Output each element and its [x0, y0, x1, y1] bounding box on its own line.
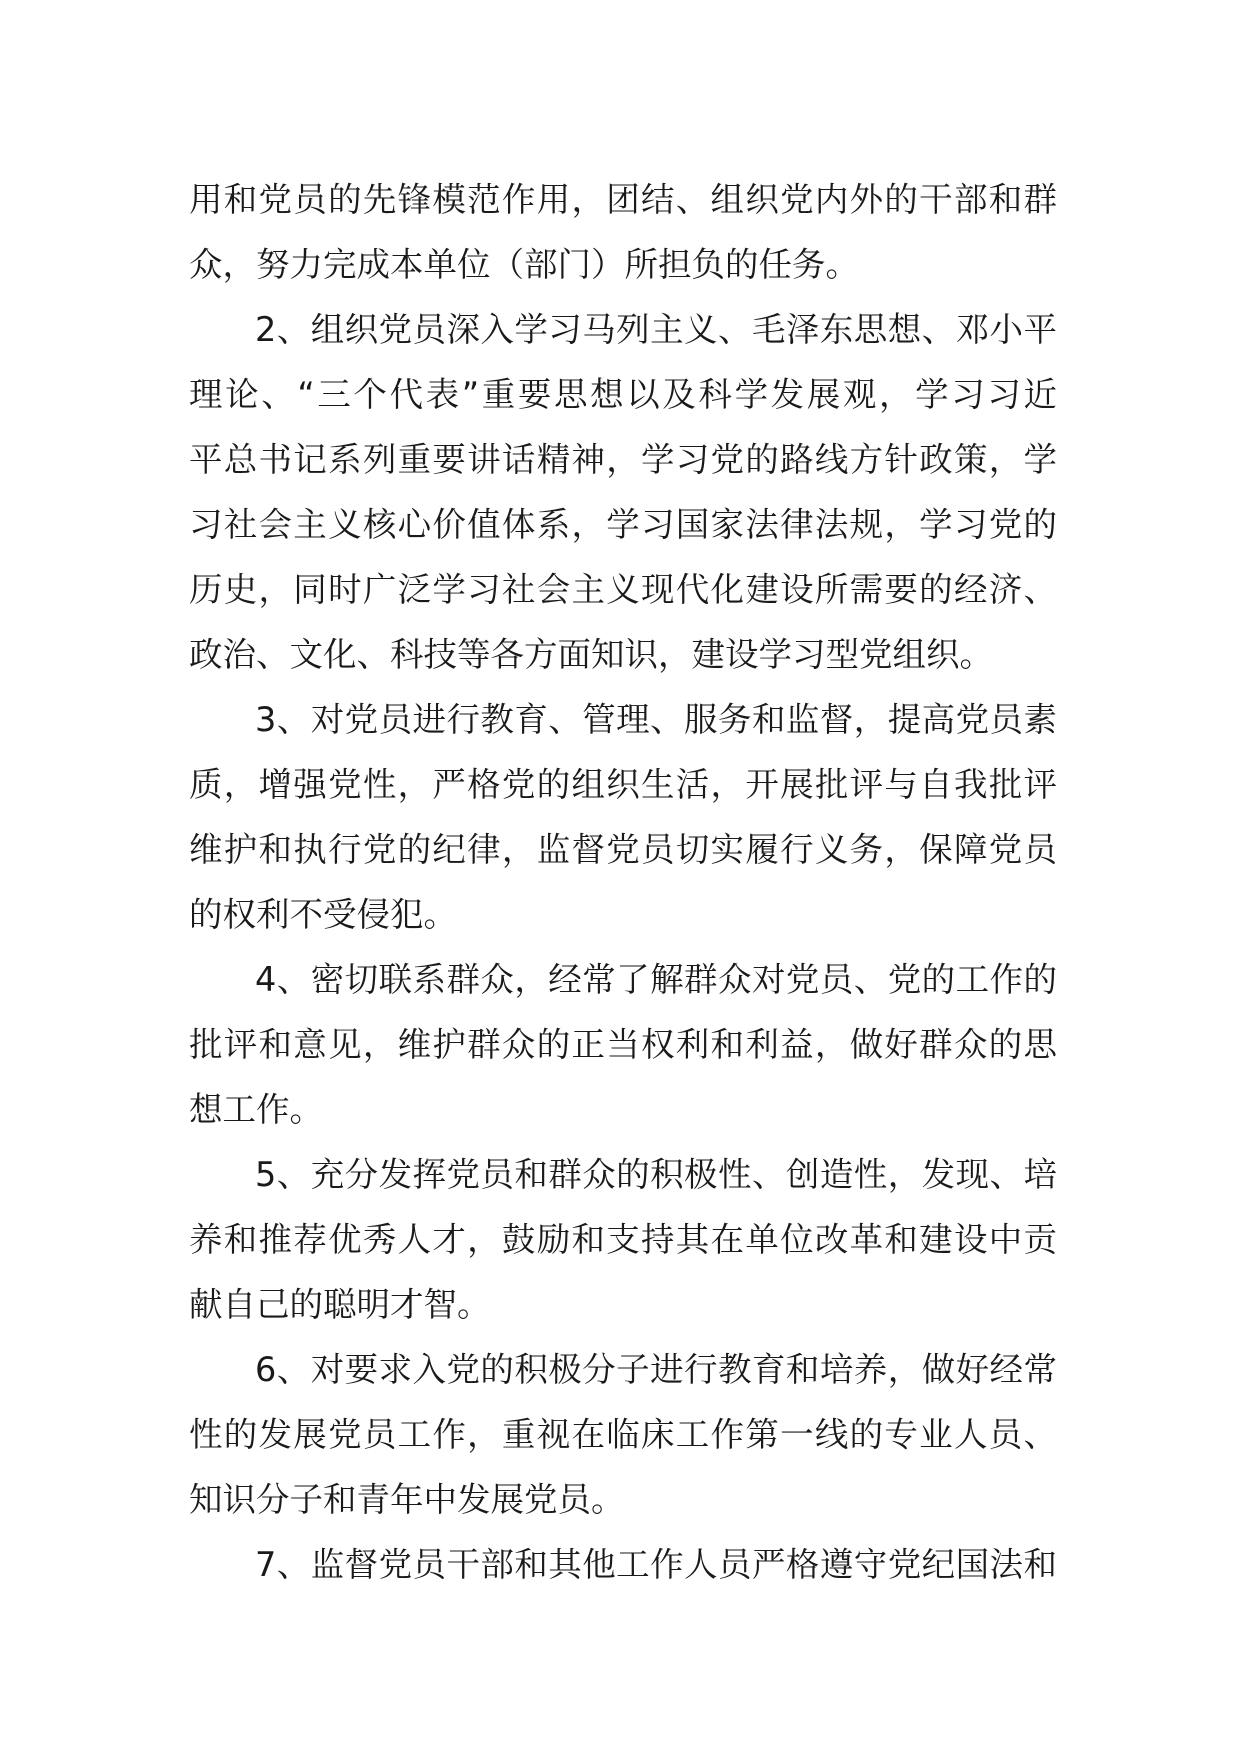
paragraph-start-line: 3、对党员进行教育、管理、服务和监督，提高党员素	[255, 700, 1057, 739]
text-line: 习社会主义核心价值体系，学习国家法律法规，学习党的	[189, 505, 1057, 544]
text-line: 理论、“三个代表”重要思想以及科学发展观，学习习近	[189, 375, 1057, 414]
paragraph-start-line: 6、对要求入党的积极分子进行教育和培养，做好经常	[255, 1350, 1057, 1389]
paragraph-start-line: 7、监督党员干部和其他工作人员严格遵守党纪国法和	[255, 1545, 1057, 1584]
text-line: 养和推荐优秀人才，鼓励和支持其在单位改革和建设中贡	[189, 1220, 1057, 1259]
paragraph-start-line: 2、组织党员深入学习马列主义、毛泽东思想、邓小平	[255, 310, 1057, 349]
text-line: 历史，同时广泛学习社会主义现代化建设所需要的经济、	[189, 570, 1057, 609]
text-line: 批评和意见，维护群众的正当权利和利益，做好群众的思	[189, 1025, 1057, 1064]
text-line: 平总书记系列重要讲话精神，学习党的路线方针政策，学	[189, 440, 1057, 479]
text-line: 维护和执行党的纪律，监督党员切实履行义务，保障党员	[189, 830, 1057, 869]
text-line: 知识分子和青年中发展党员。	[189, 1480, 625, 1519]
text-line: 想工作。	[189, 1090, 323, 1129]
text-line: 性的发展党员工作，重视在临床工作第一线的专业人员、	[189, 1415, 1057, 1454]
text-line: 质，增强党性，严格党的组织生活，开展批评与自我批评	[189, 765, 1057, 804]
text-line: 政治、文化、科技等各方面知识，建设学习型党组织。	[189, 635, 993, 674]
paragraph-start-line: 4、密切联系群众，经常了解群众对党员、党的工作的	[255, 960, 1057, 999]
text-line: 用和党员的先锋模范作用，团结、组织党内外的干部和群	[189, 180, 1057, 219]
text-line: 献自己的聪明才智。	[189, 1285, 491, 1324]
paragraph-start-line: 5、充分发挥党员和群众的积极性、创造性，发现、培	[255, 1155, 1057, 1194]
text-line: 的权利不受侵犯。	[189, 895, 457, 934]
body-text	[189, 167, 1057, 1597]
text-line: 众，努力完成本单位（部门）所担负的任务。	[189, 245, 859, 284]
